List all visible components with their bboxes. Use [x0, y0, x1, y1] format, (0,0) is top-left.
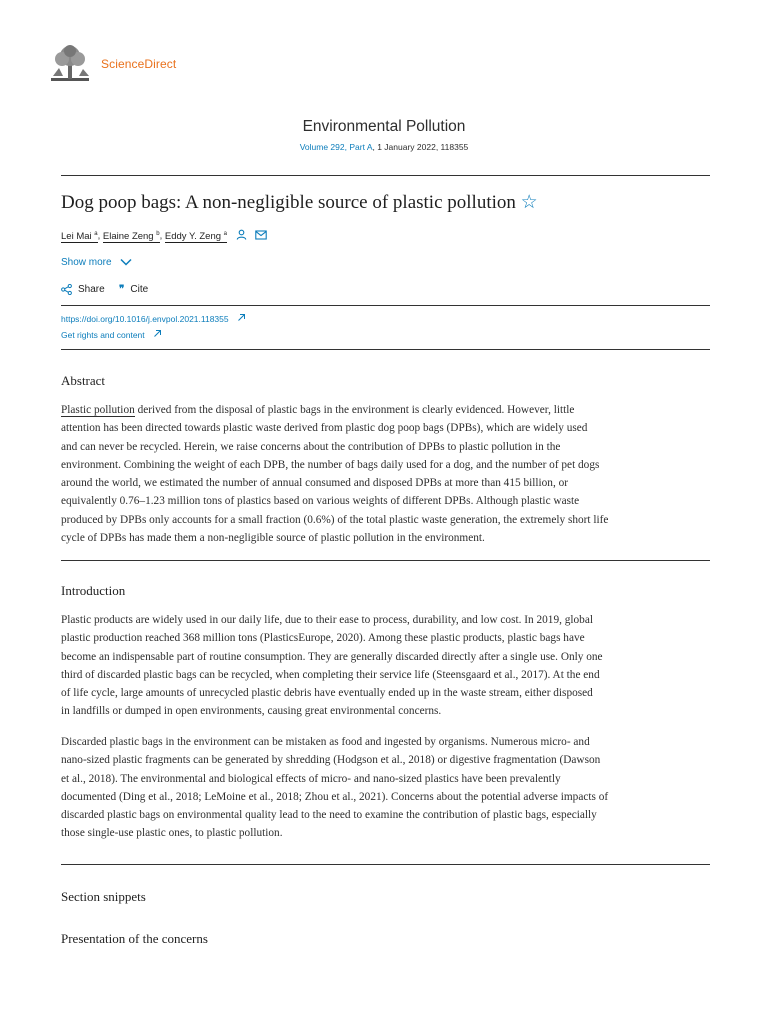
sciencedirect-logo[interactable]: [49, 44, 199, 84]
show-more-button[interactable]: [61, 257, 132, 268]
elsevier-tree-icon: [49, 44, 93, 84]
author-link[interactable]: Lei Mai $^a$: [61, 230, 98, 242]
author-link[interactable]: Eddy Y. Zeng $^a$: [164, 230, 228, 242]
volume-link[interactable]: Volume 292, Part A: [299, 142, 373, 152]
volume-info: [0, 142, 768, 152]
share-button[interactable]: [61, 284, 105, 295]
author-list: Lei Mai $^a$, Elaine Zeng $^b$, Eddy Y. Zeng $^a$: [61, 229, 267, 243]
abstract-text: Plastic pollution derived from the disposal of plastic bags in the environment is clearly evidenced. However, little attention has been directed towards plastic waste derived from plastic dog poop bags (DPBs), which are widely used and can never be recycled. Herein, we raise concerns about the contribution of DPBs to plastic pollution in the environment. Combining the weight of each DPB, the number of bags daily used for a dog, and the number of pet dogs around the world, we estimated the number of annual consumed and disposed DPBs at more than 415 billion, or equivalently 0.76–1.23 million tons of plastics based on various weights of different DPBs. Although plastic waste produced by DPBs only accounts for a small fraction (0.6%) of the total plastic waste generation, the extremely short life cycle of DPBs has made them a non-negligible source of plastic pollution in the environment.: [61, 404, 609, 545]
divider: [61, 175, 710, 176]
share-icon: [61, 284, 72, 295]
external-link-icon: [237, 313, 246, 322]
article-title: [61, 191, 538, 214]
divider: [61, 560, 710, 561]
show-more-label: Show more: [61, 257, 112, 268]
person-icon[interactable]: [236, 229, 247, 243]
introduction-heading: Introduction: [61, 583, 126, 598]
article-title-text: Dog poop bags: A non-negligible source of plastic pollution: [61, 192, 516, 213]
journal-title[interactable]: Environmental Pollution: [302, 118, 466, 135]
introduction-paragraph-2: Discarded plastic bags in the environment can be mistaken as food and ingested by organisms. Numerous micro- and nano-sized plastic fragments can be generated by shredding (Hodgson et al., 2018) or digestive fragmentation (Dawson et al., 2018). The environmental and biological effects of micro- and nano-sized plastics have been prevalently documented (Ding et al., 2018; LeMoine et al., 2018; Zhou et al., 2021). Concerns about the potential adverse impacts of discarded plastic bags on environmental quality lead to the need to examine the contribution of plastic bags, especially those single-use plastic ones, to plastic pollution.: [61, 736, 609, 840]
chevron-down-icon: [120, 258, 132, 266]
envelope-icon[interactable]: [255, 230, 267, 243]
snippet-title[interactable]: Presentation of the concerns: [61, 931, 208, 946]
section-snippets-heading: Section snippets: [61, 889, 146, 904]
author-link[interactable]: Elaine Zeng $^b$: [102, 230, 160, 242]
share-label: Share: [78, 284, 105, 296]
cite-button[interactable]: [119, 284, 148, 295]
doi-link[interactable]: https://doi.org/10.1016/j.envpol.2021.118355: [61, 313, 246, 324]
divider: [61, 864, 710, 865]
introduction-paragraph-1: Plastic products are widely used in our daily life, due to their ease to process, durability, and low cost. In 2019, global plastic production reached 368 million tons (PlasticsEurope, 2020). Among these plastic products, plastic bags have become an indispensable part of routine consumption. They are generally discarded directly after a single use. Only one third of discarded plastic bags can be recycled, when completing their service life (Steensgaard et al., 2017). At the end of life cycle, large amounts of unrecycled plastic debris have eventually ended up in the waste stream, either disposed in landfills or dumped in open environments, causing great environmental concerns.: [61, 614, 603, 718]
plastic-pollution-link[interactable]: Plastic pollution: [61, 404, 135, 416]
volume-date: , 1 January 2022, 118355: [372, 142, 469, 152]
divider: [61, 349, 710, 350]
divider: [61, 305, 710, 306]
star-icon[interactable]: ☆: [520, 192, 538, 213]
rights-link[interactable]: Get rights and content: [61, 329, 162, 340]
cite-label: Cite: [130, 284, 149, 295]
quote-icon: ❞: [119, 284, 125, 295]
external-link-icon: [153, 329, 162, 338]
brand-name: ScienceDirect: [101, 57, 177, 71]
abstract-heading: Abstract: [61, 373, 106, 388]
